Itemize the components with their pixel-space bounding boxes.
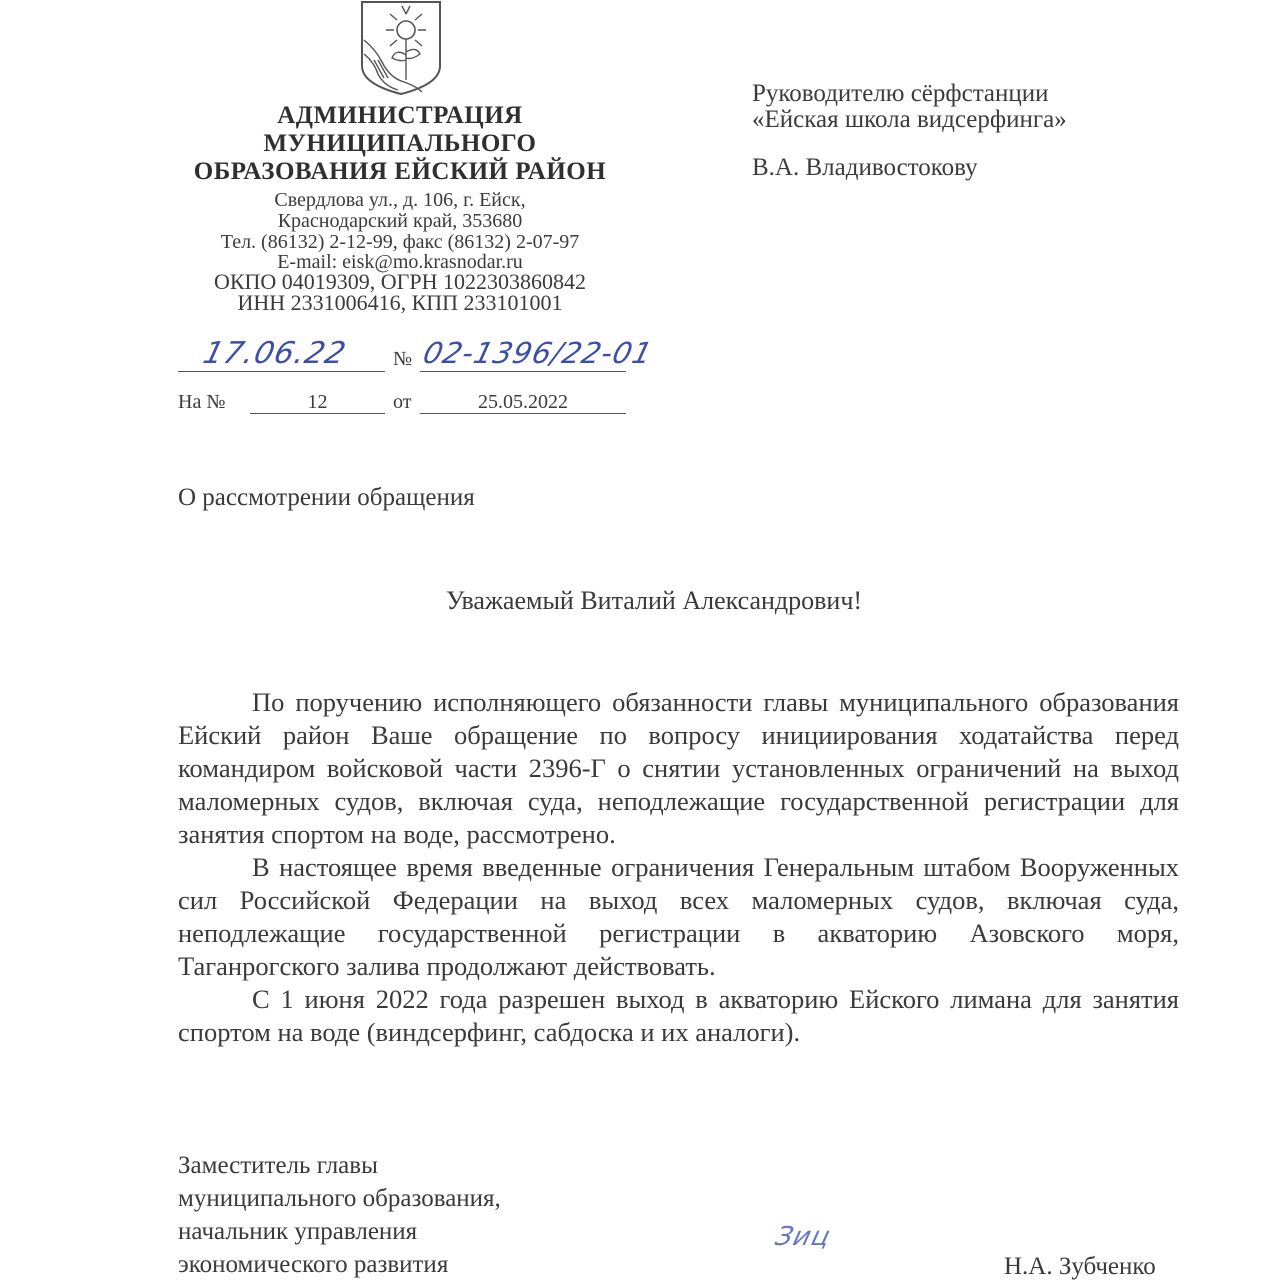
number-label: № [393, 348, 413, 370]
reply-date: 25.05.2022 [478, 391, 568, 413]
signatory-name: Н.А. Зубченко [1004, 1253, 1156, 1280]
address-region: Краснодарский край, 353680 [277, 210, 523, 232]
reply-number-label: На № [178, 391, 226, 413]
body-paragraph-1: По поручению исполняющего обязанности главы муниципального образования Ейский район Ваше обращение по вопросу инициирования ходатайства перед командиром войсковой части 2396-Г о снятии установленных ограничений на выход маломерных судов, включая суда, неподлежащие государственной регистрации для занятия спортом на воде, рассмотрено. [178, 687, 1179, 849]
handwritten-signature: Зиц [772, 1222, 835, 1252]
registration-number: 02-1396/22-01 [419, 336, 657, 370]
address-inn: ИНН 2331006416, КПП 233101001 [237, 290, 563, 315]
body-paragraph-2: В настоящее время введенные ограничения Генеральным штабом Вооруженных сил Российской Федерации на выход всех маломерных судов, включая суда, неподлежащие государственной регистрации в акваторию Азовского моря, Таганрогского залива продолжают действовать. [178, 852, 1179, 981]
coat-of-arms-icon [360, 0, 442, 96]
letter-subject: О рассмотрении обращения [178, 484, 475, 511]
org-name-line: МУНИЦИПАЛЬНОГО [263, 130, 537, 157]
org-name-line: АДМИНИСТРАЦИЯ [277, 102, 523, 129]
address-street: Свердлова ул., д. 106, г. Ейск, [274, 189, 526, 211]
recipient-position: Руководителю сёрфстанции [752, 80, 1049, 107]
reply-from-label: от [393, 391, 412, 413]
letter-body [178, 686, 1179, 1049]
number-underline [420, 371, 626, 372]
signatory-position-line: начальник управления [178, 1218, 418, 1245]
recipient-name: В.А. Владивостокову [752, 154, 978, 181]
org-name-line: ОБРАЗОВАНИЯ ЕЙСКИЙ РАЙОН [193, 158, 607, 185]
salutation: Уважаемый Виталий Александрович! [446, 586, 863, 615]
signatory-position-line: экономического развития [178, 1251, 449, 1278]
date-underline [178, 371, 385, 372]
body-paragraph-3: С 1 июня 2022 года разрешен выход в акваторию Ейского лимана для занятия спортом на воде (виндсерфинг, сабдоска и их аналоги). [178, 984, 1179, 1047]
recipient-organization: «Ейская школа видсерфинга» [752, 106, 1067, 133]
signatory-position-line: Заместитель главы [178, 1152, 378, 1179]
reply-number: 12 [307, 391, 328, 413]
address-email: E-mail: eisk@mo.krasnodar.ru [277, 251, 523, 273]
signatory-position-line: муниципального образования, [178, 1185, 501, 1212]
address-okpo: ОКПО 04019309, ОГРН 1022303860842 [213, 269, 587, 294]
registration-date: 17.06.22 [199, 336, 350, 371]
address-phone: Тел. (86132) 2-12-99, факс (86132) 2-07-97 [220, 231, 580, 253]
